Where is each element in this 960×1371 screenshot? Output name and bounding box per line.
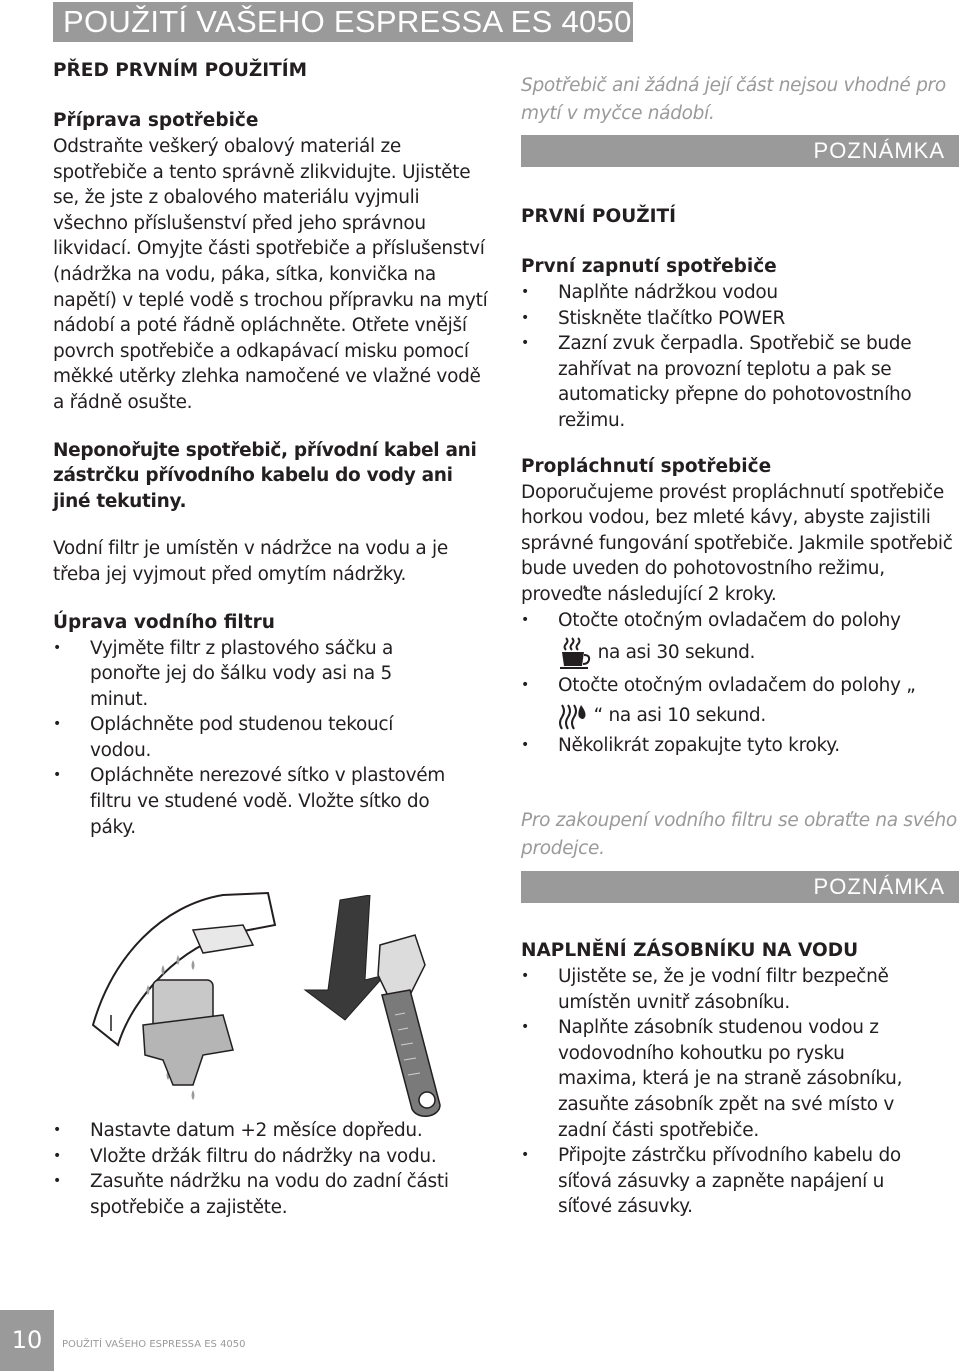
list-item: • Několikrát zopakujte tyto kroky.: [521, 733, 951, 759]
prep-title: Příprava spotřebiče: [53, 110, 259, 131]
note-dishwasher-text: Spotřebič ani žádná její část nejsou vhodné pro mytí v myčce nádobí.: [521, 75, 946, 124]
faucet-filter-illustration: [53, 885, 283, 1110]
prep-text: Odstraňte veškerý obalový materiál ze spotřebiče a tento správně zlikvidujte. Ujistěte se, že jste z obalového materiálu vyjmuli všechno příslušenství před jeho správnou likvidací. Omyjte části spotřebiče a příslušenství (nádržka na vodu, páka, sítka, konvička na napětí) v teplé vodě s trochou přípravku na mytí nádobí a poté řádně opláchněte. Otřete vnější povrch spotřebiče a odkapávací misku pomocí měkké utěrky zlehka namočené ve vlažné vodě a řádně osušte.: [53, 136, 488, 413]
list-item: [521, 608, 951, 674]
note-label-bar: POZNÁMKA: [521, 135, 959, 167]
flush-title: Propláchnutí spotřebiče: [521, 455, 772, 477]
list-item: • Zasuňte nádržku na vodu do zadní části spotřebiče a zajistěte.: [53, 1169, 483, 1220]
fill-section: [521, 938, 960, 1220]
right-column: [521, 204, 960, 758]
list-item: • Ujistěte se, že je vodní filtr bezpečně umístěn uvnitř zásobníku.: [521, 964, 921, 1015]
first-on-title: První zapnutí spotřebiče: [521, 256, 777, 277]
footer-title: POUŽITÍ VAŠEHO ESPRESSA ES 4050: [62, 1339, 246, 1350]
flush-steps: [521, 608, 951, 759]
note-filter-purchase-text: Pro zakoupení vodního filtru se obraťte na svého prodejce.: [521, 810, 957, 859]
flush-step1b-text: na asi 30 sekund.: [597, 642, 756, 664]
flush-step1-text: Otočte otočným ovladačem do polohy: [558, 609, 901, 631]
filter-holder-illustration: [300, 895, 460, 1120]
fill-steps: [521, 964, 921, 1220]
hot-water-cup-icon: [558, 636, 592, 670]
flush-step2b-text: “ na asi 10 sekund.: [593, 704, 766, 726]
final-steps: [53, 1118, 483, 1220]
list-item: • Zazní zvuk čerpadla. Spotřebič se bude zahřívat na provozní teplotu a pak se automaticky přepne do pohotovostního režimu.: [521, 331, 951, 433]
list-item: • Vložte držák filtru do nádržky na vodu.: [53, 1144, 483, 1170]
list-item: • Naplňte zásobník studenou vodou z vodovodního kohoutku po rysku maxima, která je na straně zásobníku, zasuňte zásobník zpět na své místo v zadní části spotřebiče.: [521, 1015, 921, 1143]
list-item: • Vyjměte filtr z plastového sáčku a ponořte jej do šálku vody asi na 5 minut.: [53, 636, 453, 713]
steam-icon: [558, 701, 588, 731]
filter-text: Vodní filtr je umístěn v nádržce na vodu a je třeba jej vyjmout před omytím nádržky.: [53, 538, 448, 585]
flush-step2-text: Otočte otočným ovladačem do polohy „: [558, 675, 916, 697]
fill-title: NAPLNĚNÍ ZÁSOBNÍKU NA VODU: [521, 940, 859, 961]
first-on-steps: [521, 280, 951, 434]
list-item: • Stiskněte tlačítko POWER: [521, 306, 951, 332]
list-item: • Opláchněte nerezové sítko v plastovém filtru ve studené vodě. Vložte sítko do páky.: [53, 763, 453, 840]
section-title-before-first-use: PŘED PRVNÍM POUŽITÍM: [53, 60, 308, 81]
left-column: [53, 58, 493, 840]
list-item: • Naplňte nádržkou vodou: [521, 280, 951, 306]
page-number: 10: [0, 1310, 54, 1371]
list-item: • Nastavte datum +2 měsíce dopředu.: [53, 1118, 483, 1144]
immersion-warning: Neponořujte spotřebič, přívodní kabel ani zástrčku přívodního kabelu do vody ani jiné tekutiny.: [53, 439, 477, 512]
filter-steps: [53, 636, 453, 841]
note-label-bar-2: POZNÁMKA: [521, 871, 959, 903]
page-title: POUŽITÍ VAŠEHO ESPRESSA ES 4050: [53, 2, 633, 42]
list-item: • Opláchněte pod studenou tekoucí vodou.: [53, 712, 453, 763]
list-item: • Připojte zástrčku přívodního kabelu do síťová zásuvky a zapněte napájení u síťové zásuvky.: [521, 1143, 921, 1220]
first-use-title: PRVNÍ POUŽITÍ: [521, 206, 677, 227]
flush-text: Doporučujeme provést propláchnutí spotřebiče horkou vodou, bez mleté kávy, abyste zajistili správné fungování spotřebiče. Jakmile spotřebič bude uveden do pohotovostního režimu, proveďte následující 2 kroky.: [521, 481, 953, 605]
list-item: [521, 673, 951, 733]
filter-title: Úprava vodního filtru: [53, 611, 275, 633]
